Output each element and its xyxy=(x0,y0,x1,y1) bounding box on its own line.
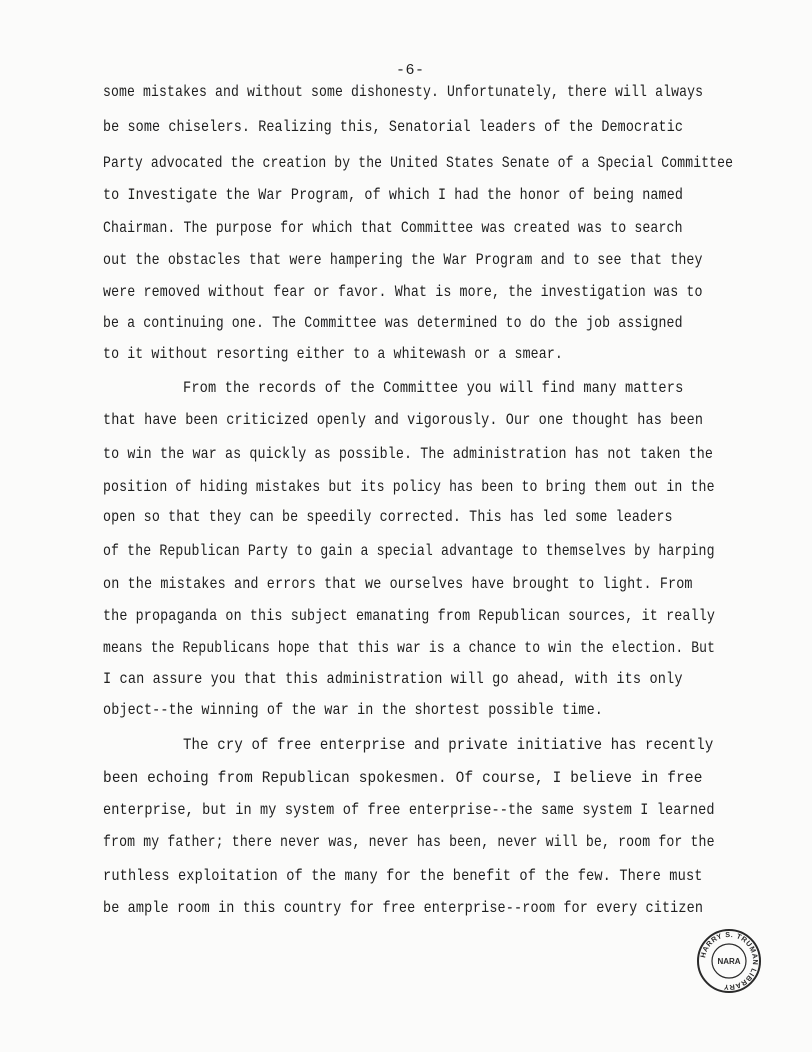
archive-stamp xyxy=(696,928,762,994)
text-line: be a continuing one. The Committee was determined to do the job assigned xyxy=(103,314,683,332)
text-line: open so that they can be speedily corrected. This has led some leaders xyxy=(103,508,673,526)
text-line: means the Republicans hope that this war is a chance to win the election. But xyxy=(103,639,716,657)
text-line: to win the war as quickly as possible. The administration has not taken the xyxy=(103,445,714,463)
text-line: out the obstacles that were hampering the War Program and to see that they xyxy=(103,251,703,269)
text-line: from my father; there never was, never has been, never will be, room for the xyxy=(103,833,715,851)
text-line: were removed without fear or favor. What is more, the investigation was to xyxy=(103,283,703,301)
page-number: -6- xyxy=(396,62,425,79)
text-line: From the records of the Committee you will find many matters xyxy=(183,379,684,397)
stamp-arc-text: HARRY S. TRUMAN LIBRARY xyxy=(698,929,761,993)
text-line: of the Republican Party to gain a special advantage to themselves by harping xyxy=(103,542,715,560)
text-line: the propaganda on this subject emanating from Republican sources, it really xyxy=(103,607,716,625)
text-line: position of hiding mistakes but its policy has been to bring them out in the xyxy=(103,478,715,496)
text-line: that have been criticized openly and vigorously. Our one thought has been xyxy=(103,411,704,429)
text-line: I can assure you that this administration will go ahead, with its only xyxy=(103,670,683,688)
text-line: The cry of free enterprise and private initiative has recently xyxy=(183,736,714,754)
text-line: ruthless exploitation of the many for the benefit of the few. There must xyxy=(103,867,703,885)
text-line: be ample room in this country for free enterprise--room for every citizen xyxy=(103,899,704,917)
text-line: Party advocated the creation by the United States Senate of a Special Committee xyxy=(103,154,734,172)
text-line: on the mistakes and errors that we ourselves have brought to light. From xyxy=(103,575,693,593)
text-line: some mistakes and without some dishonesty. Unfortunately, there will always xyxy=(103,83,704,101)
text-line: enterprise, but in my system of free enterprise--the same system I learned xyxy=(103,801,715,819)
text-line: to it without resorting either to a whitewash or a smear. xyxy=(103,345,563,363)
text-line: to Investigate the War Program, of which I had the honor of being named xyxy=(103,186,684,204)
text-line: Chairman. The purpose for which that Committee was created was to search xyxy=(103,219,683,237)
text-line: object--the winning of the war in the shortest possible time. xyxy=(103,701,603,719)
text-line: be some chiselers. Realizing this, Senatorial leaders of the Democratic xyxy=(103,118,684,136)
text-line: been echoing from Republican spokesmen. Of course, I believe in free xyxy=(103,769,703,787)
stamp-center-text: NARA xyxy=(717,957,741,966)
